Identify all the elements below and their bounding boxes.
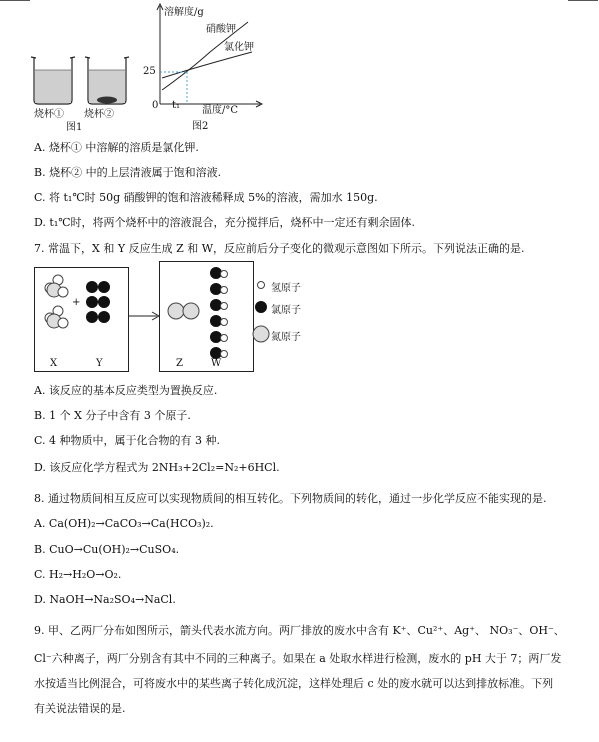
beaker-2-label: 烧杯② — [84, 109, 114, 120]
y-tick-25: 25 — [143, 66, 156, 77]
label-x: X — [50, 358, 58, 369]
legend-cl-symbol — [255, 301, 267, 313]
q9-line-4: 有关说法错误的是. — [34, 702, 126, 715]
kcl-curve — [162, 52, 252, 78]
legend-h-label: 氢原子 — [271, 283, 301, 294]
q7-diagram — [34, 261, 314, 373]
label-y: Y — [96, 358, 103, 369]
origin-label: 0 — [152, 100, 159, 111]
beaker-1-label: 烧杯① — [34, 109, 64, 120]
q7-option-b: B. 1 个 X 分子中含有 3 个原子. — [34, 409, 191, 422]
y-axis-label: 溶解度/g — [164, 7, 204, 18]
q6-option-b: B. 烧杯② 中的上层清液属于饱和溶液. — [34, 166, 222, 179]
reaction-diagram — [34, 261, 314, 373]
beaker-1 — [31, 57, 75, 104]
figure-2 — [140, 0, 280, 132]
undissolved-solid — [97, 97, 117, 104]
q6-option-c: C. 将 t₁℃时 50g 硝酸钾的饱和溶液稀释成 5%的溶液，需加水 150g. — [34, 191, 378, 204]
kcl-label: 氯化钾 — [224, 42, 254, 53]
q7-option-d: D. 该反应化学方程式为 2NH₃+2Cl₂=N₂+6HCl. — [34, 461, 280, 474]
plus-sign: + — [72, 297, 81, 308]
q6-option-a: A. 烧杯① 中溶解的溶质是氯化钾. — [34, 141, 199, 154]
legend-h-symbol — [258, 282, 265, 289]
legend-n-symbol — [253, 326, 269, 342]
q6-option-d: D. t₁℃时，将两个烧杯中的溶液混合，充分搅拌后，烧杯中一定还有剩余固体. — [34, 216, 416, 229]
top-right-mark — [568, 0, 598, 1]
q8-option-a: A. Ca(OH)₂→CaCO₃→Ca(HCO₃)₂. — [34, 517, 214, 530]
q7-stem: 7. 常温下，X 和 Y 反应生成 Z 和 W，反应前后分子变化的微观示意图如下所示。下列说法正确的是. — [34, 242, 525, 255]
q8-option-b: B. CuO→Cu(OH)₂→CuSO₄. — [34, 543, 180, 556]
q8-option-d: D. NaOH→Na₂SO₄→NaCl. — [34, 593, 176, 606]
q9-line-2: Cl⁻六种离子，两厂分别含有其中不同的三种离子。如果在 a 处取水样进行检测，废水的 pH 大于 7；两厂发 — [34, 652, 562, 665]
q7-option-c: C. 4 种物质中，属于化合物的有 3 种. — [34, 434, 220, 447]
kno3-label: 硝酸钾 — [206, 24, 236, 35]
legend-cl-label: 氯原子 — [271, 305, 301, 316]
x-axis-label: 温度/°C — [202, 105, 239, 116]
q8-stem: 8. 通过物质间相互反应可以实现物质间的相互转化。下列物质间的转化，通过一步化学反应不能实现的是. — [34, 492, 547, 505]
label-w: W — [211, 358, 222, 369]
figure-1 — [28, 50, 138, 133]
x-tick-t1: t₁ — [172, 100, 181, 111]
beaker-2 — [85, 57, 129, 104]
legend-n-label: 氮原子 — [271, 332, 301, 343]
figure-2-caption: 图2 — [192, 121, 209, 132]
q9-line-1: 9. 甲、乙两厂分布如图所示，箭头代表水流方向。两厂排放的废水中含有 K⁺、Cu²⁺、Ag⁺、 NO₃⁻、OH⁻、 — [34, 624, 565, 637]
q9-line-3: 水按适当比例混合，可将废水中的某些离子转化成沉淀，这样处理后 c 处的废水就可以达到排放标准。下列 — [34, 677, 554, 690]
label-z: Z — [176, 358, 183, 369]
q8-option-c: C. H₂→H₂O→O₂. — [34, 568, 122, 581]
figure-1-caption: 图1 — [66, 122, 83, 133]
top-left-mark — [0, 0, 30, 1]
q7-option-a: A. 该反应的基本反应类型为置换反应. — [34, 384, 218, 397]
